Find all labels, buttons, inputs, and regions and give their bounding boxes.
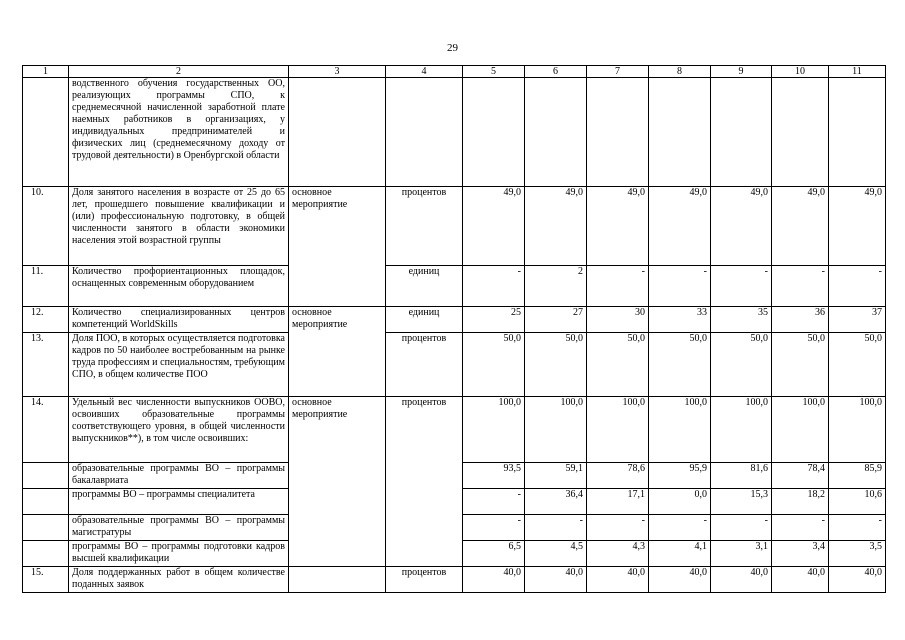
value-cell: 10,6 (829, 489, 886, 515)
value-cell: 100,0 (463, 397, 525, 463)
table-row (23, 567, 886, 593)
header-cell: 1 (23, 66, 69, 78)
row-number (23, 463, 69, 489)
row-number (23, 515, 69, 541)
value-cell: 33 (649, 307, 711, 333)
indicators-table (22, 65, 886, 593)
value-cell: 36 (772, 307, 829, 333)
value-cell: 85,9 (829, 463, 886, 489)
unit-cell: процентов (386, 333, 463, 397)
unit-cell: процентов (386, 567, 463, 593)
unit-cell (386, 78, 463, 187)
header-cell: 9 (711, 66, 772, 78)
value-cell: 100,0 (829, 397, 886, 463)
value-cell: 3,5 (829, 541, 886, 567)
value-cell: 100,0 (772, 397, 829, 463)
value-cell (772, 78, 829, 187)
value-cell: 35 (711, 307, 772, 333)
value-cell: 59,1 (525, 463, 587, 489)
header-cell: 4 (386, 66, 463, 78)
value-cell: 100,0 (525, 397, 587, 463)
value-cell: 50,0 (772, 333, 829, 397)
row-number: 12. (23, 307, 69, 333)
row-number (23, 541, 69, 567)
value-cell: 100,0 (711, 397, 772, 463)
unit-cell: единиц (386, 266, 463, 307)
header-row (23, 66, 886, 78)
row-number: 13. (23, 333, 69, 397)
activity-cell: основное мероприятие (289, 397, 386, 567)
activity-cell: основное мероприятие (289, 187, 386, 307)
value-cell (711, 78, 772, 187)
value-cell: 78,4 (772, 463, 829, 489)
value-cell: 40,0 (649, 567, 711, 593)
row-number (23, 78, 69, 187)
indicator-name: Доля занятого населения в возрасте от 25 до 65 лет, прошедшего повышение квалификации и (или) профессиональную подготовку, в общей численности занятого в области экономики населения этой возрастной группы (69, 187, 289, 266)
activity-cell: основное мероприятие (289, 307, 386, 397)
indicator-name: Удельный вес численности выпускников ООВО, освоивших образовательные программы соответствующего уровня, в общей численности выпускников**), в том числе освоивших: (69, 397, 289, 463)
value-cell: 40,0 (587, 567, 649, 593)
value-cell: 50,0 (829, 333, 886, 397)
indicator-name: водственного обучения государственных ОО, реализующих программы СПО, к среднемесячной начисленной заработной плате наемных работников в организациях, у индивидуальных предпринимателей и физических лиц (среднемесячному доходу от трудовой деятельности) в Оренбургской области (69, 78, 289, 187)
value-cell: 49,0 (829, 187, 886, 266)
value-cell: - (772, 515, 829, 541)
value-cell: - (711, 266, 772, 307)
value-cell (649, 78, 711, 187)
value-cell: 3,4 (772, 541, 829, 567)
header-cell: 10 (772, 66, 829, 78)
row-number: 10. (23, 187, 69, 266)
value-cell: 50,0 (587, 333, 649, 397)
value-cell: 4,1 (649, 541, 711, 567)
unit-cell: процентов (386, 397, 463, 567)
indicator-name: Количество профориентационных площадок, оснащенных современным оборудованием (69, 266, 289, 307)
unit-cell: процентов (386, 187, 463, 266)
value-cell: 40,0 (711, 567, 772, 593)
value-cell: 0,0 (649, 489, 711, 515)
activity-cell (289, 78, 386, 187)
value-cell: 25 (463, 307, 525, 333)
value-cell: 49,0 (649, 187, 711, 266)
value-cell: 40,0 (463, 567, 525, 593)
unit-cell: единиц (386, 307, 463, 333)
value-cell: - (829, 266, 886, 307)
row-number: 15. (23, 567, 69, 593)
value-cell: 40,0 (829, 567, 886, 593)
row-number: 14. (23, 397, 69, 463)
value-cell: 2 (525, 266, 587, 307)
indicator-name: Доля ПОО, в которых осуществляется подготовка кадров по 50 наиболее востребованным на рынке труда профессиям и специальностям, требующим СПО, в общем количестве ПОО (69, 333, 289, 397)
value-cell: 100,0 (587, 397, 649, 463)
value-cell: 50,0 (525, 333, 587, 397)
header-cell: 5 (463, 66, 525, 78)
header-cell: 7 (587, 66, 649, 78)
value-cell: - (772, 266, 829, 307)
header-cell: 3 (289, 66, 386, 78)
header-cell: 2 (69, 66, 289, 78)
value-cell: 36,4 (525, 489, 587, 515)
value-cell: - (463, 266, 525, 307)
value-cell: 4,5 (525, 541, 587, 567)
value-cell: - (649, 515, 711, 541)
value-cell: 40,0 (525, 567, 587, 593)
value-cell: 4,3 (587, 541, 649, 567)
table-row (23, 266, 886, 307)
value-cell: - (587, 515, 649, 541)
value-cell: 50,0 (711, 333, 772, 397)
indicator-name: образовательные программы ВО – программы бакалавриата (69, 463, 289, 489)
value-cell: 49,0 (587, 187, 649, 266)
value-cell: 78,6 (587, 463, 649, 489)
value-cell (463, 78, 525, 187)
indicator-name: программы ВО – программы специалитета (69, 489, 289, 515)
page-number: 29 (447, 42, 458, 54)
value-cell: 81,6 (711, 463, 772, 489)
value-cell: - (463, 515, 525, 541)
activity-cell (289, 567, 386, 593)
indicator-name: Количество специализированных центров компетенций WorldSkills (69, 307, 289, 333)
value-cell: - (649, 266, 711, 307)
value-cell: 95,9 (649, 463, 711, 489)
value-cell: 49,0 (711, 187, 772, 266)
value-cell: 3,1 (711, 541, 772, 567)
table-row (23, 187, 886, 266)
value-cell (587, 78, 649, 187)
value-cell: 27 (525, 307, 587, 333)
value-cell: 49,0 (772, 187, 829, 266)
value-cell (525, 78, 587, 187)
row-number (23, 489, 69, 515)
table-row (23, 333, 886, 397)
value-cell: - (829, 515, 886, 541)
value-cell: 6,5 (463, 541, 525, 567)
header-cell: 11 (829, 66, 886, 78)
table-row (23, 397, 886, 463)
value-cell: - (587, 266, 649, 307)
value-cell: 18,2 (772, 489, 829, 515)
indicator-name: Доля поддержанных работ в общем количестве поданных заявок (69, 567, 289, 593)
value-cell: 40,0 (772, 567, 829, 593)
indicator-name: образовательные программы ВО – программы магистратуры (69, 515, 289, 541)
value-cell: - (463, 489, 525, 515)
table-row (23, 307, 886, 333)
table-row (23, 78, 886, 187)
value-cell: 50,0 (649, 333, 711, 397)
indicator-name: программы ВО – программы подготовки кадров высшей квалификации (69, 541, 289, 567)
row-number: 11. (23, 266, 69, 307)
value-cell: 93,5 (463, 463, 525, 489)
header-cell: 8 (649, 66, 711, 78)
value-cell: 17,1 (587, 489, 649, 515)
value-cell: 100,0 (649, 397, 711, 463)
value-cell: 50,0 (463, 333, 525, 397)
value-cell: 15,3 (711, 489, 772, 515)
value-cell: 49,0 (463, 187, 525, 266)
value-cell: 37 (829, 307, 886, 333)
value-cell: - (525, 515, 587, 541)
value-cell: 49,0 (525, 187, 587, 266)
value-cell (829, 78, 886, 187)
header-cell: 6 (525, 66, 587, 78)
value-cell: - (711, 515, 772, 541)
value-cell: 30 (587, 307, 649, 333)
